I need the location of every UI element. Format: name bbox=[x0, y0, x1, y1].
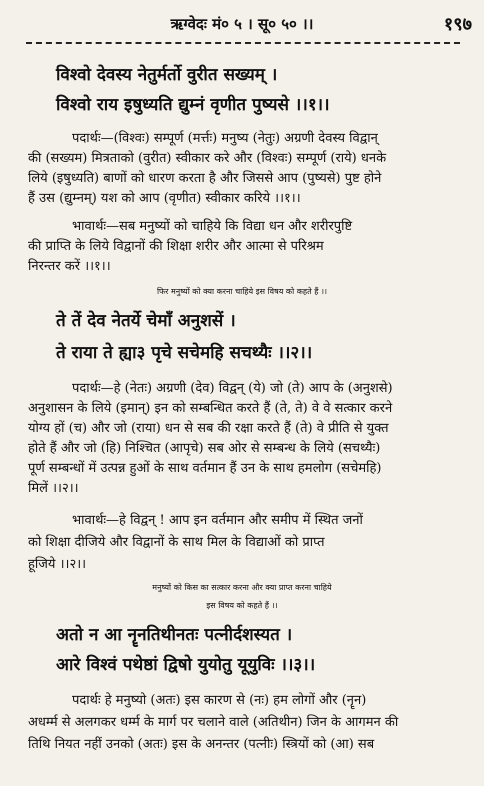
padartha-line: पदार्थः हे मनुष्यो (अतः) इस कारण से (नः) हम लोगों और (नॄन) bbox=[72, 693, 367, 708]
padartha-line: हैं उस (द्युम्नम्) यश को आप (वृणीत) स्वीकार करिये ।।१।। bbox=[28, 191, 301, 206]
bhavartha-line: हूजिये ।।२।। bbox=[28, 557, 87, 572]
padartha-line: पदार्थः—(विश्वः) सम्पूर्ण (मर्त्तः) मनुष्य (नेतुः) अग्रणी देवस्य विद्वान् bbox=[72, 131, 378, 146]
padartha-line: अनुशासन के लिये (इमान्) इन को सम्बन्धित करते हैं (ते, ते) वे वे सत्कार करने bbox=[28, 401, 393, 416]
padartha-line: मिलें ।।२।। bbox=[28, 481, 79, 496]
padartha-line: तिथि नियत नहीं उनको (अतः) इस के अनन्तर (पत्नीः) स्त्रियों को (आ) सब bbox=[28, 737, 375, 752]
mantra-line: ते तें देव नेतर्ये चेमाँ अनुशसें । bbox=[56, 311, 236, 331]
section-intro: मनुष्यों को किस का सत्कार करना और क्या प्राप्त करना चाहिये bbox=[152, 583, 332, 592]
running-title: ऋग्वेदः मं० ५ । सू० ५० ।। bbox=[170, 15, 314, 33]
bhavartha-line: को शिक्षा दीजिये और विद्वानों के साथ मिल के विद्याओं को प्राप्त bbox=[28, 535, 325, 550]
padartha-line: लिये (इषुध्यति) बाणों को धारण करता है और जिससे आप (पुष्यसे) पुष्ट होने bbox=[28, 171, 382, 186]
bhavartha-line: निरन्तर करें ।।१।। bbox=[28, 259, 111, 274]
mantra-line: विश्वो राय इषुध्यति द्युम्नं वृणीत पुष्यसे ।।१।। bbox=[56, 95, 330, 115]
padartha-line: पूर्ण सम्बन्धों में उत्पन्न हुओं के साथ वर्तमान हैं उन के साथ हमलोग (सचेमहि) bbox=[28, 461, 382, 476]
section-intro: फिर मनुष्यों को क्या करना चाहिये इस विषय को कहते हैं ।। bbox=[156, 287, 328, 296]
mantra-line: ते राया ते ह्या३ पृचे सचेमहि सचथ्यैः ।।२।। bbox=[56, 343, 313, 363]
header-rule bbox=[26, 42, 460, 44]
padartha-line: की (सख्यम) मित्रताको (वुरीत) स्वीकार करे और (विश्वः) सम्पूर्ण (राये) धनके bbox=[28, 151, 387, 166]
bhavartha-line: की प्राप्ति के लिये विद्वानों की शिक्षा शरीर और आत्मा से परिश्रम bbox=[28, 239, 324, 254]
mantra-line: विश्वो देवस्य नेतुर्मर्तो वुरीत सख्यम् । bbox=[56, 65, 278, 85]
padartha-line: होते हैं और जो (हि) निश्चित (आपृचे) सब ओर से सम्बन्ध के लिये (सचथ्यैः) bbox=[28, 441, 381, 456]
page-header bbox=[0, 12, 484, 40]
mantra-line: आरे विश्वं पथेष्ठां द्विषो युयोतु यूयुविः ।।३।। bbox=[56, 655, 316, 675]
padartha-line: पदार्थः—हे (नेतः) अग्रणी (देव) विद्वन् (ये) जो (ते) आप के (अनुशसे) bbox=[72, 381, 393, 396]
page-number: १९७ bbox=[443, 14, 472, 35]
bhavartha-line: भावार्थः—सब मनुष्यों को चाहिये कि विद्या धन और शरीरपुष्टि bbox=[72, 219, 353, 234]
mantra-line: अतो न आ नॄनतिथीनतः पत्नीर्दशस्यत । bbox=[56, 625, 293, 645]
padartha-line: योग्य हों (च) और जो (राया) धन से सब की रक्षा करते हैं (ते) वे प्रीति से युक्त bbox=[28, 421, 389, 436]
section-intro: इस विषय को कहते हैं ।। bbox=[206, 601, 278, 610]
padartha-line: अधर्म्म से अलगकर धर्म्म के मार्ग पर चलाने वाले (अतिथीन) जिन के आगमन की bbox=[28, 715, 399, 730]
bhavartha-line: भावार्थः—हे विद्वन् ! आप इन वर्तमान और समीप में स्थित जनों bbox=[72, 513, 363, 528]
